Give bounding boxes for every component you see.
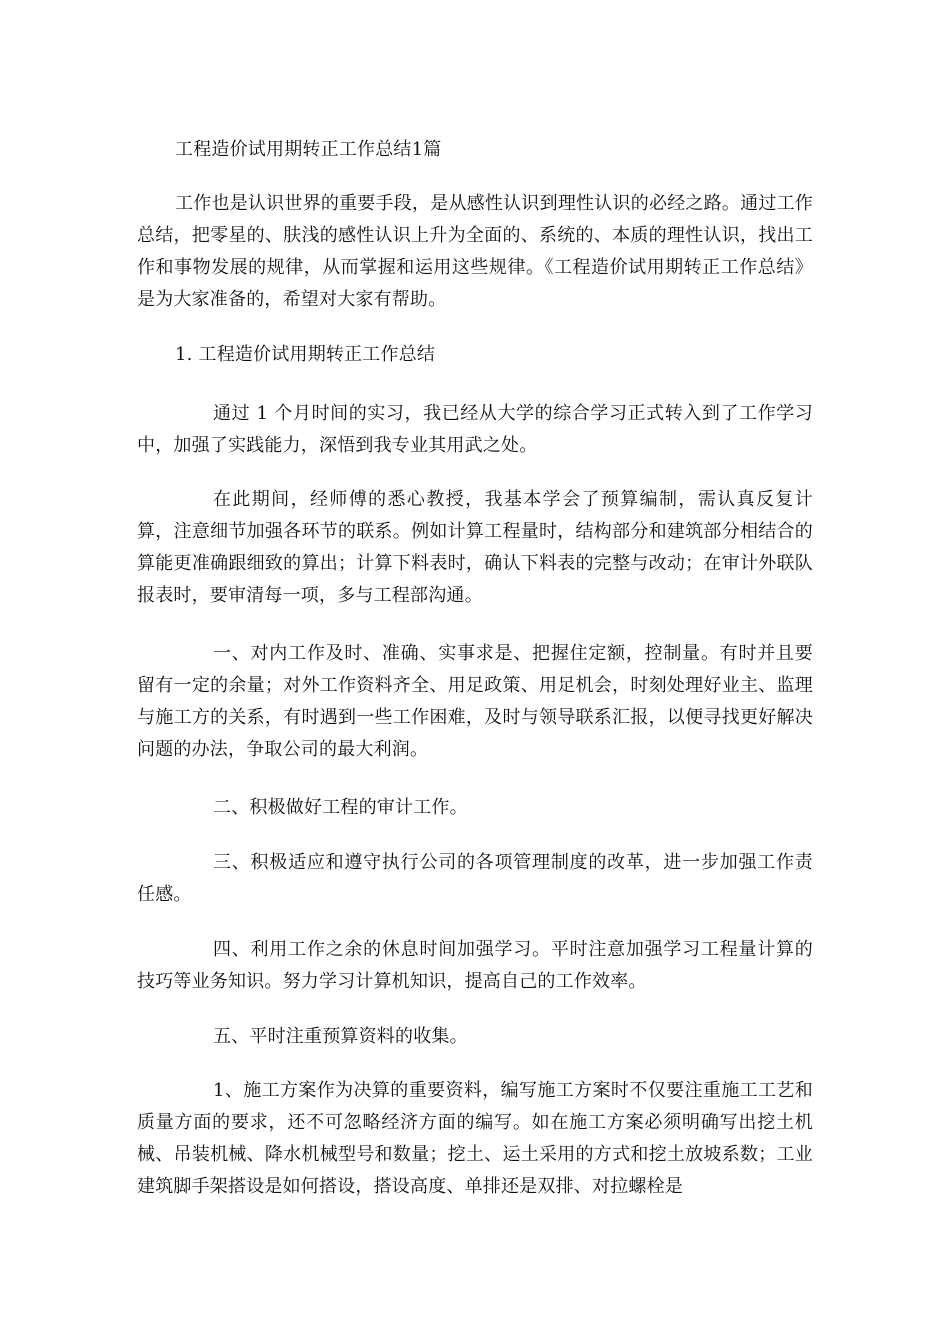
body-paragraph-8: 1、施工方案作为决算的重要资料，编写施工方案时不仅要注重施工工艺和质量方面的要求，还不可忽略经济方面的编写。如在施工方案必须明确写出挖土机械、吊装机械、降水机械型号和数量；挖土、运土采用的方式和挖土放坡系数；工业建筑脚手架搭设是如何搭设，搭设高度、单排还是双排、对拉螺栓是 [137,1080,813,1197]
body-paragraph-5: 三、积极适应和遵守执行公司的各项管理制度的改革，进一步加强工作责任感。 [137,852,813,905]
body-paragraph-2: 在此期间，经师傅的悉心教授，我基本学会了预算编制，需认真反复计算，注意细节加强各环节的联系。例如计算工程量时，结构部分和建筑部分相结合的算能更准确跟细致的算出；计算下料表时，确认下料表的完整与改动；在审计外联队报表时，要审清每一项，多与工程部沟通。 [137,489,813,606]
section-heading: 1. 工程造价试用期转正工作总结 [175,344,436,365]
body-paragraph-1: 通过 1 个月时间的实习，我已经从大学的综合学习正式转入到了工作学习中，加强了实践能力，深悟到我专业其用武之处。 [137,403,813,456]
body-paragraph-6: 四、利用工作之余的休息时间加强学习。平时注意加强学习工程量计算的技巧等业务知识。努力学习计算机知识，提高自己的工作效率。 [137,939,813,992]
intro-paragraph: 工作也是认识世界的重要手段，是从感性认识到理性认识的必经之路。通过工作总结，把零星的、肤浅的感性认识上升为全面的、系统的、本质的理性认识，找出工作和事物发展的规律，从而掌握和运用这些规律。《工程造价试用期转正工作总结》是为大家准备的，希望对大家有帮助。 [137,193,813,310]
document-title: 工程造价试用期转正工作总结1篇 [175,139,442,160]
body-paragraph-3: 一、对内工作及时、准确、实事求是、把握住定额，控制量。有时并且要留有一定的余量；对外工作资料齐全、用足政策、用足机会，时刻处理好业主、监理与施工方的关系，有时遇到一些工作困难，及时与领导联系汇报，以便寻找更好解决问题的办法，争取公司的最大利润。 [137,643,813,760]
body-paragraph-4: 二、积极做好工程的审计工作。 [213,797,468,818]
body-paragraph-7: 五、平时注重预算资料的收集。 [213,1026,468,1047]
